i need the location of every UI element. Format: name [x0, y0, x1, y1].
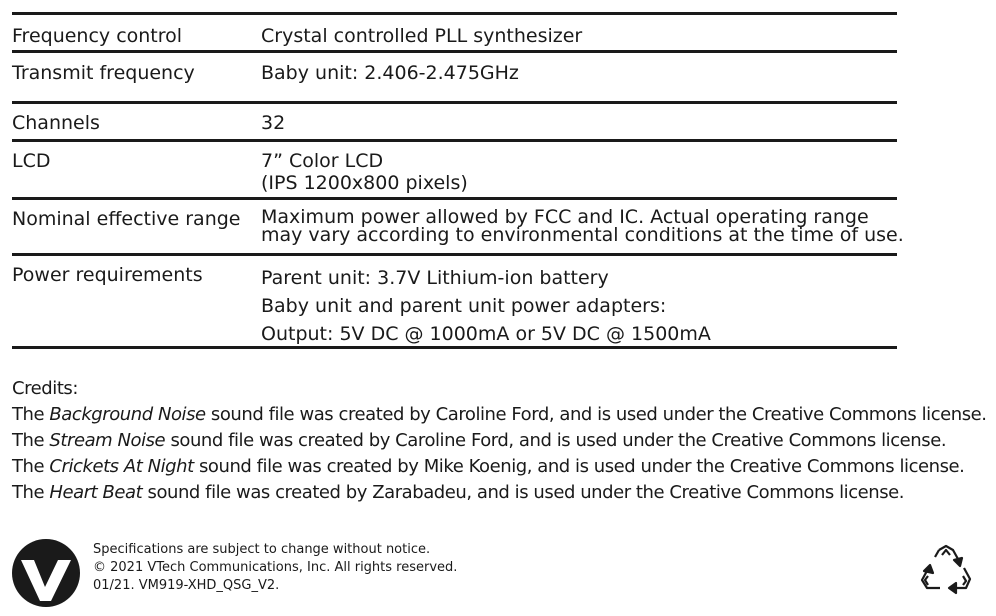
spec-value-line: may vary according to environmental conditions at the time of use. [261, 224, 904, 246]
footer-code-line: 01/21. VM919-XHD_QSG_V2. [93, 578, 280, 593]
spec-row-transmit-frequency [12, 53, 897, 101]
spec-value [261, 25, 582, 47]
spec-row-nominal-effective-range [12, 200, 904, 253]
credit-item [12, 454, 987, 480]
spec-row-channels [12, 104, 897, 139]
vtech-logo-icon [12, 539, 80, 607]
credit-item [12, 428, 987, 454]
credit-suffix: sound file was created by Zarabadeu, and is used under the Creative Commons license. [142, 482, 905, 503]
spec-value [261, 62, 519, 84]
spec-value-line: Maximum power allowed by FCC and IC. Actual operating range [261, 206, 869, 228]
spec-value-line: 7” Color LCD [261, 150, 384, 172]
spec-value [261, 264, 711, 348]
recycle-icon [918, 544, 974, 596]
spec-value-line: (IPS 1200x800 pixels) [261, 172, 468, 194]
footer-notice [93, 541, 457, 595]
specifications-table [12, 12, 904, 349]
spec-label: Transmit frequency [12, 62, 195, 84]
credit-item [12, 402, 987, 428]
credit-prefix: The [12, 404, 50, 425]
spec-label: Frequency control [12, 25, 183, 47]
credit-title: Background Noise [49, 404, 206, 425]
credit-suffix: sound file was created by Caroline Ford, and is used under the Creative Commons license. [165, 430, 947, 451]
vtech-logo-icon [12, 539, 80, 607]
spec-value-line: Output: 5V DC @ 1000mA or 5V DC @ 1500mA [261, 323, 711, 345]
credit-suffix: sound file was created by Caroline Ford, and is used under the Creative Commons license. [205, 404, 987, 425]
credit-item [12, 480, 987, 506]
footer-copyright-line: © 2021 VTech Communications, Inc. All rights reserved. [93, 560, 458, 575]
spec-label: Power requirements [12, 264, 203, 286]
spec-row-power-requirements [12, 256, 897, 346]
credits-section [12, 376, 987, 506]
spec-value-line: Baby unit and parent unit power adapters: [261, 295, 667, 317]
credit-prefix: The [12, 456, 50, 477]
spec-value-line: Crystal controlled PLL synthesizer [261, 25, 583, 47]
credits-heading: Credits: [12, 378, 78, 399]
spec-value-line: Baby unit: 2.406-2.475GHz [261, 62, 519, 84]
spec-label: Nominal effective range [12, 208, 241, 230]
spec-value-line: Parent unit: 3.7V Lithium-ion battery [261, 267, 609, 289]
credit-prefix: The [12, 430, 50, 451]
credit-title: Crickets At Night [49, 456, 194, 477]
credit-title: Stream Noise [49, 430, 166, 451]
spec-value [261, 150, 468, 194]
spec-value-line: 32 [261, 112, 286, 134]
footer-notice-line: Specifications are subject to change without notice. [93, 542, 431, 557]
spec-row-frequency-control [12, 15, 897, 50]
spec-label: Channels [12, 112, 100, 134]
spec-value [261, 208, 904, 244]
recycle-icon [918, 544, 974, 596]
spec-row-lcd [12, 142, 897, 197]
spec-label: LCD [12, 150, 51, 172]
credit-title: Heart Beat [49, 482, 143, 503]
credit-prefix: The [12, 482, 50, 503]
credit-suffix: sound file was created by Mike Koenig, and is used under the Creative Commons license. [193, 456, 965, 477]
spec-value [261, 112, 285, 134]
